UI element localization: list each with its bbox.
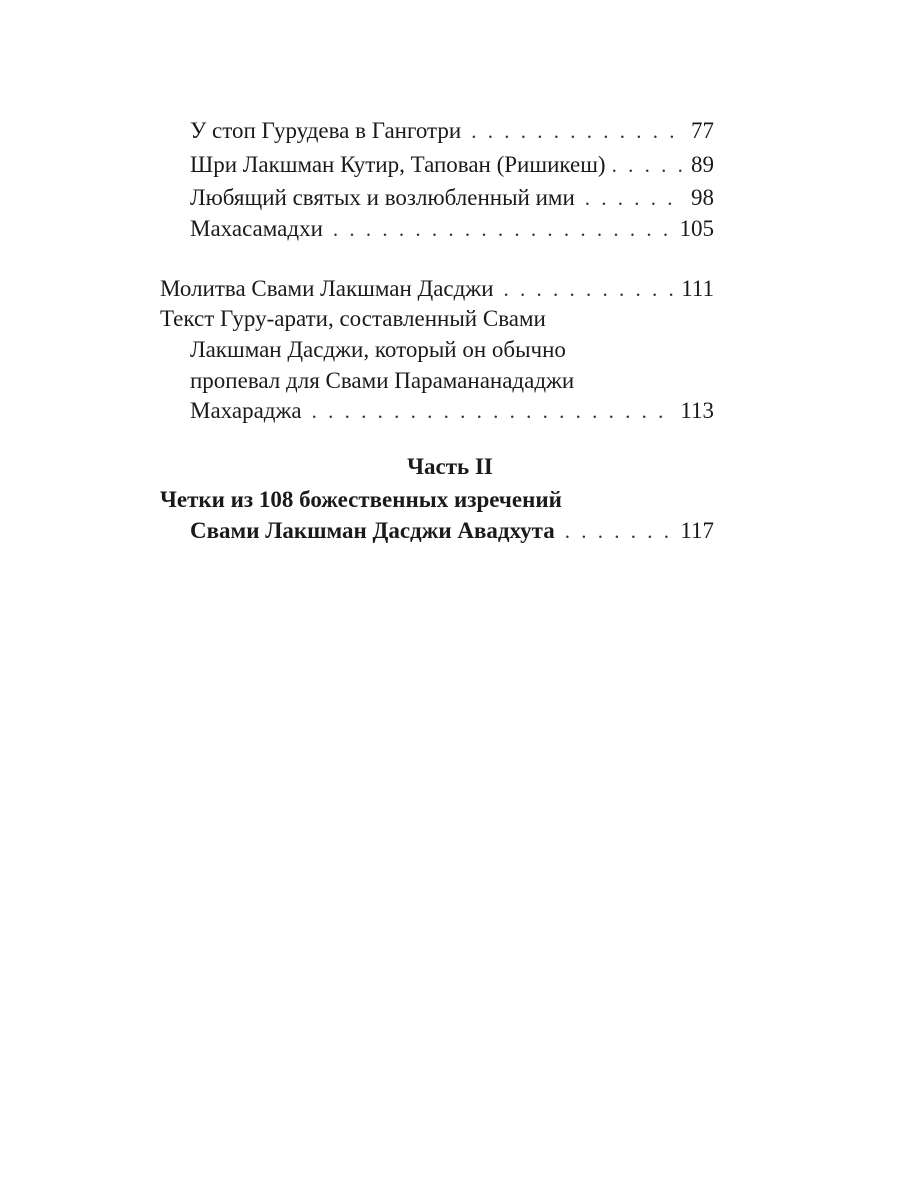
- toc-entry-title-line: пропевал для Свами Парамананададжи: [190, 368, 575, 393]
- toc-entry-page: 111: [681, 276, 714, 301]
- toc-entry-page: 117: [680, 518, 714, 543]
- toc-entry-title-line: Четки из 108 божественных изречений: [160, 487, 562, 512]
- toc-entry: [190, 216, 714, 242]
- toc-entry: [190, 398, 714, 424]
- toc-entry-title-line: Текст Гуру-арати, составленный Свами: [160, 306, 546, 331]
- leader-dots: [504, 277, 674, 302]
- toc-entry: [190, 118, 714, 144]
- toc-entry-title: Махараджа: [190, 398, 302, 423]
- leader-dots: [471, 119, 683, 144]
- toc-entry-title: Шри Лакшман Кутир, Тапован (Ришикеш): [190, 152, 606, 177]
- leader-dots: [585, 186, 683, 211]
- toc-entry-title: Махасамадхи: [190, 216, 323, 241]
- leader-dots: [565, 519, 673, 544]
- toc-entry-title: Свами Лакшман Дасджи Авадхута: [190, 518, 555, 543]
- toc-entry-page: 98: [691, 185, 714, 210]
- toc-entry: [160, 276, 714, 302]
- toc-entry-title-line: Лакшман Дасджи, который он обычно: [190, 337, 566, 362]
- toc-entry-page: 113: [680, 398, 714, 423]
- leader-dots: [612, 153, 685, 178]
- toc-entry-title: Любящий святых и возлюбленный ими: [190, 185, 575, 210]
- part-heading: Часть II: [407, 454, 493, 479]
- toc-entry: [190, 152, 714, 178]
- toc-entry: [190, 518, 714, 544]
- toc-entry-title: Молитва Свами Лакшман Дасджи: [160, 276, 494, 301]
- toc-entry-page: 89: [691, 152, 714, 177]
- leader-dots: [333, 217, 672, 242]
- toc-entry-title: У стоп Гурудева в Ганготри: [190, 118, 462, 143]
- toc-entry-page: 77: [691, 118, 714, 143]
- toc-entry-page: 105: [679, 216, 714, 241]
- toc-entry: [190, 185, 714, 211]
- leader-dots: [312, 399, 673, 424]
